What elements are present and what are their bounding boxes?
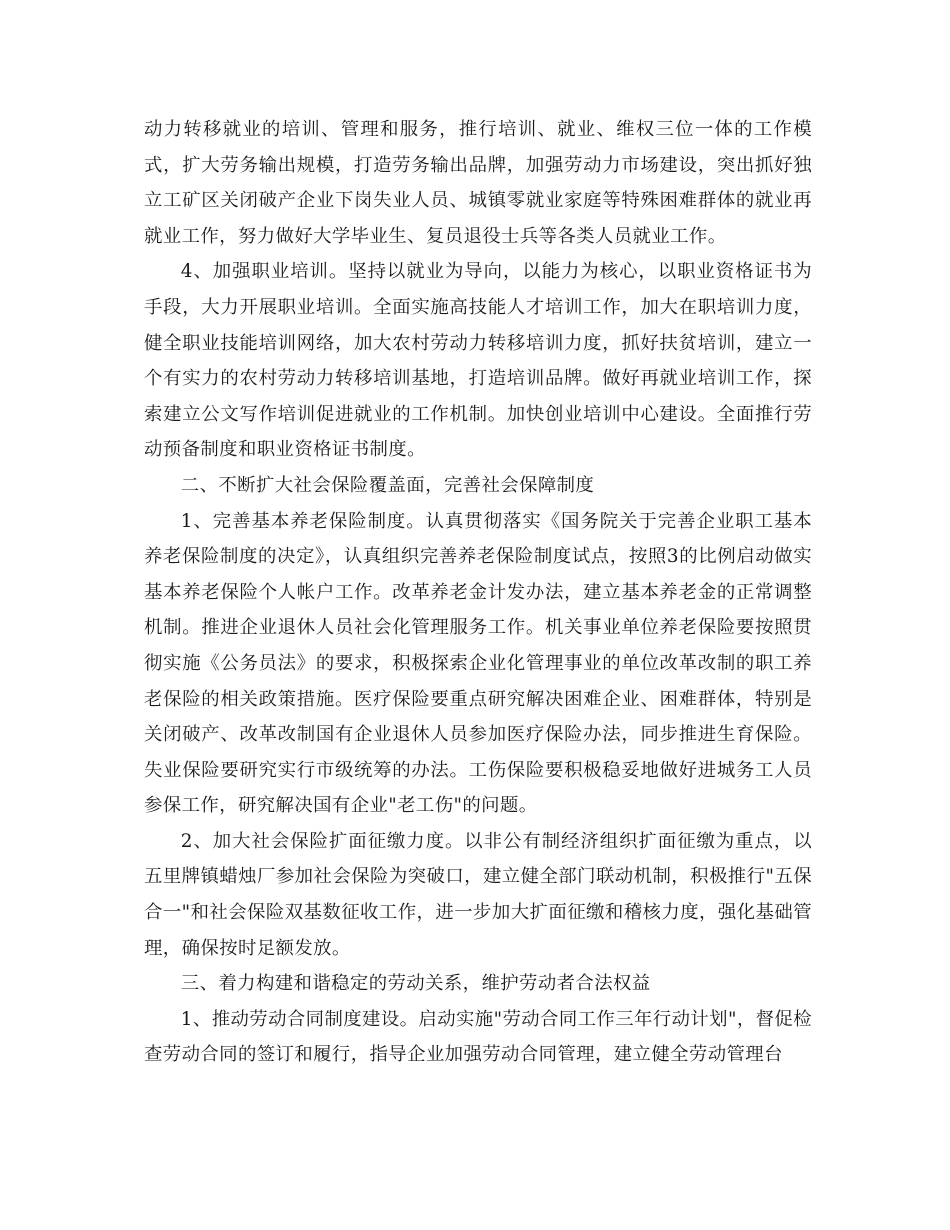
paragraph-insurance-collection: 2、加大社会保险扩面征缴力度。以非公有制经济组织扩面征缴为重点，以五里牌镇蜡烛厂参加社会保险为突破口，建立健全部门联动机制，积极推行"五保合一"和社会保险双基数征收工作，进一步加大扩面征缴和稽核力度，强化基础管理，确保按时足额发放。 xyxy=(144,830,812,959)
paragraph-pension-system: 1、完善基本养老保险制度。认真贯彻落实《国务院关于完善企业职工基本养老保险制度的决定》，认真组织完善养老保险制度试点，按照3的比例启动做实基本养老保险个人帐户工作。改革养老金计发办法，建立基本养老金的正常调整机制。推进企业退休人员社会化管理服务工作。机关事业单位养老保险要按照贯彻实施《公务员法》的要求，积极探索企业化管理事业的单位改革改制的职工养老保险的相关政策措施。医疗保险要重点研究解决困难企业、困难群体，特别是关闭破产、改革改制国有企业退休人员参加医疗保险办法，同步推进生育保险。失业保险要研究实行市级统筹的办法。工伤保险要积极稳妥地做好进城务工人员参保工作，研究解决国有企业"老工伤"的问题。 xyxy=(144,510,812,817)
paragraph-continuation: 动力转移就业的培训、管理和服务，推行培训、就业、维权三位一体的工作模式，扩大劳务输出规模，打造劳务输出品牌，加强劳动力市场建设，突出抓好独立工矿区关闭破产企业下岗失业人员、城镇零就业家庭等特殊困难群体的就业再就业工作，努力做好大学毕业生、复员退役士兵等各类人员就业工作。 xyxy=(144,119,812,247)
document-body xyxy=(144,112,812,1073)
paragraph-vocational-training: 4、加强职业培训。坚持以就业为导向，以能力为核心，以职业资格证书为手段，大力开展职业培训。全面实施高技能人才培训工作，加大在职培训力度，健全职业技能培训网络，加大农村劳动力转移培训力度，抓好扶贫培训，建立一个有实力的农村劳动力转移培训基地，打造培训品牌。做好再就业培训工作，探索建立公文写作培训促进就业的工作机制。加快创业培训中心建设。全面推行劳动预备制度和职业资格证书制度。 xyxy=(144,261,812,461)
section-heading-social-insurance: 二、不断扩大社会保险覆盖面，完善社会保障制度 xyxy=(180,474,595,496)
paragraph-labor-contracts: 1、推动劳动合同制度建设。启动实施"劳动合同工作三年行动计划"，督促检查劳动合同的签订和履行，指导企业加强劳动合同管理，建立健全劳动管理台 xyxy=(144,1008,812,1066)
section-heading-labor-relations: 三、着力构建和谐稳定的劳动关系，维护劳动者合法权益 xyxy=(180,973,651,995)
